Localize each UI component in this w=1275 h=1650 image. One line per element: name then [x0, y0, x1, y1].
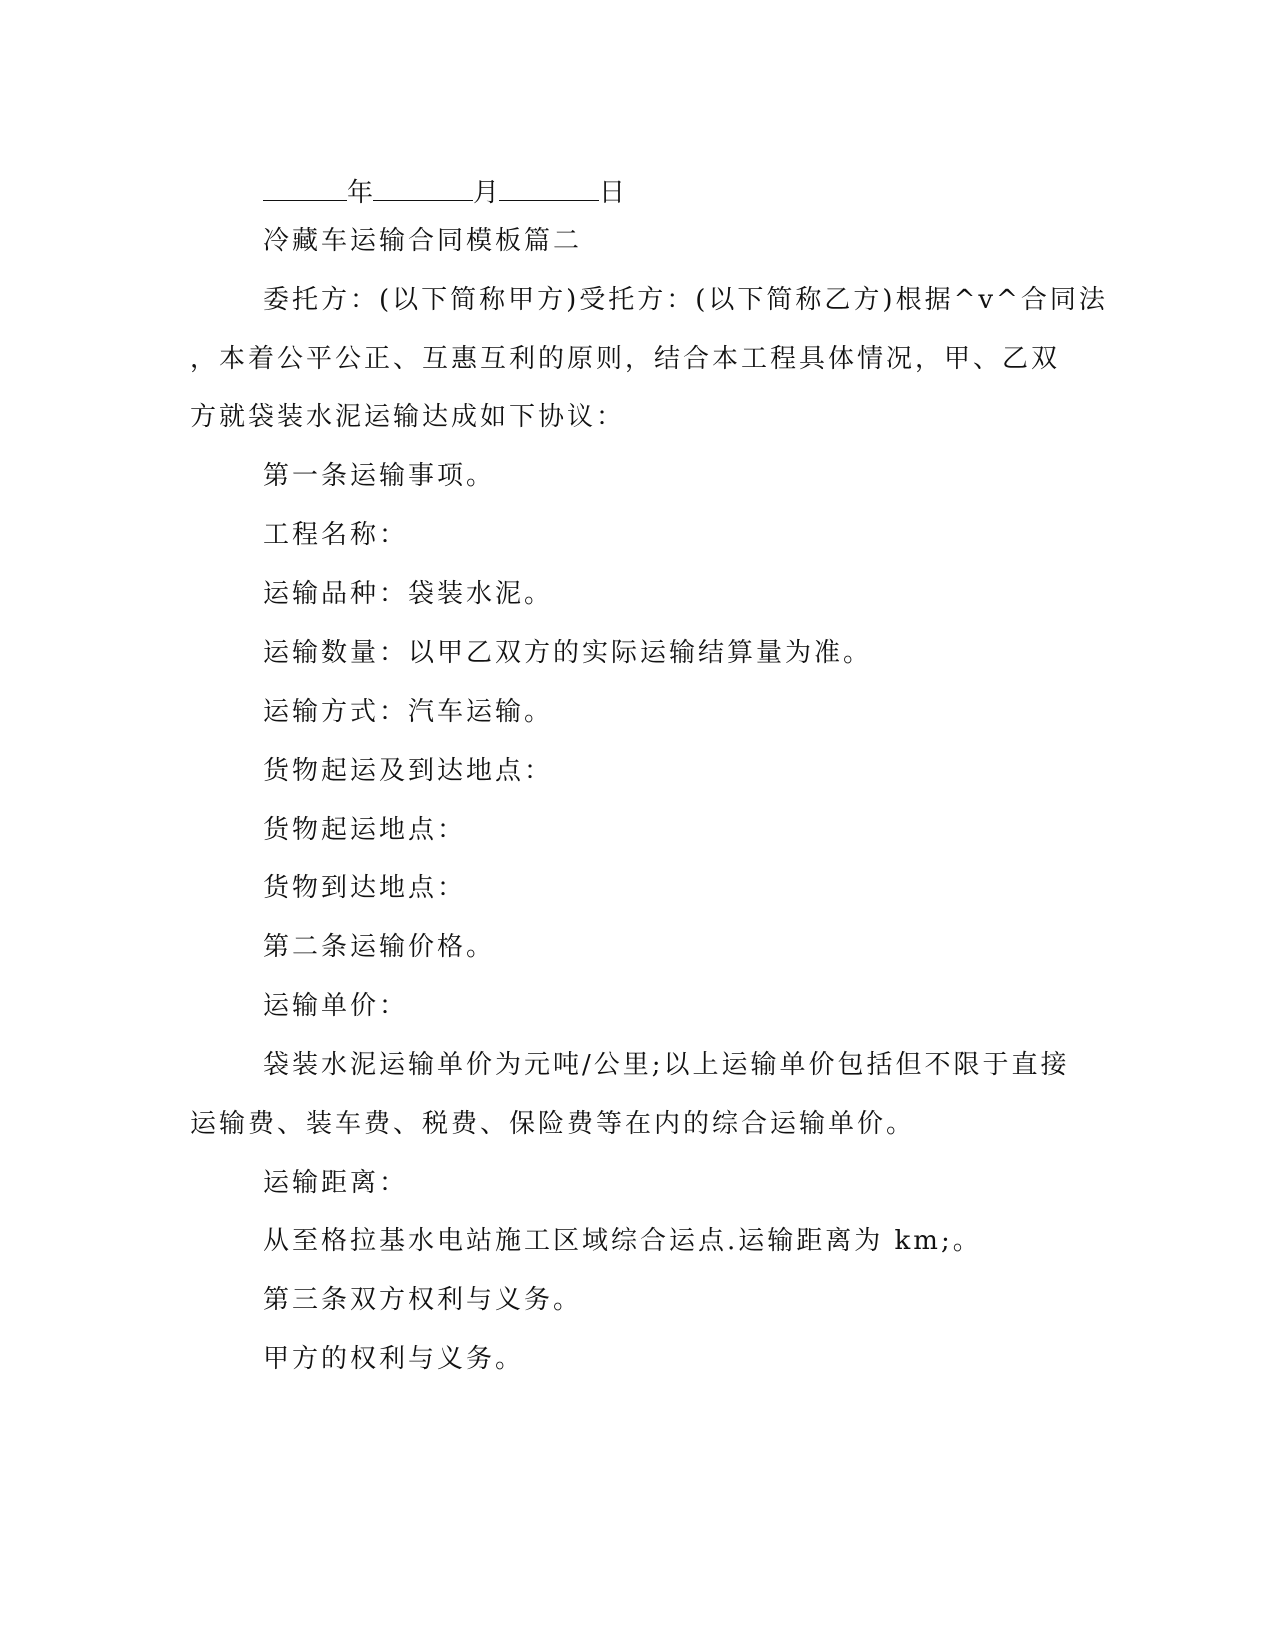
section-title: 冷藏车运输合同模板篇二 [263, 226, 583, 256]
year-blank [263, 172, 347, 201]
paragraph-line: 运输品种：袋装水泥。 [263, 579, 554, 609]
paragraph-line: ，本着公平公正、互惠互利的原则，结合本工程具体情况，甲、乙双 [190, 344, 1061, 374]
paragraph-line: 货物起运地点： [263, 815, 467, 845]
paragraph-line: 从至格拉基水电站施工区域综合运点.运输距离为 km;。 [263, 1226, 982, 1256]
paragraph-line: 运输方式：汽车运输。 [263, 697, 554, 727]
article-heading: 第一条运输事项。 [263, 461, 496, 491]
paragraph-line: 运输费、装车费、税费、保险费等在内的综合运输单价。 [190, 1109, 916, 1139]
paragraph-line: 运输单价： [263, 991, 409, 1021]
paragraph-line: 货物起运及到达地点： [263, 756, 554, 786]
article-heading: 第三条双方权利与义务。 [263, 1285, 583, 1315]
year-label: 年 [347, 178, 374, 208]
month-blank [373, 172, 473, 201]
day-label: 日 [599, 178, 626, 208]
paragraph-line: 货物到达地点： [263, 873, 467, 903]
paragraph-line: 甲方的权利与义务。 [263, 1344, 525, 1374]
month-label: 月 [473, 178, 500, 208]
paragraph-line: 运输数量：以甲乙双方的实际运输结算量为准。 [263, 638, 873, 668]
date-line [263, 172, 625, 210]
paragraph-line: 方就袋装水泥运输达成如下协议： [190, 402, 626, 432]
day-blank [499, 172, 599, 201]
paragraph-line: 运输距离： [263, 1168, 409, 1198]
paragraph-line: 委托方：(以下简称甲方)受托方：(以下简称乙方)根据^v^合同法 [263, 285, 1108, 315]
paragraph-line: 工程名称： [263, 520, 409, 550]
paragraph-line: 袋装水泥运输单价为元吨/公里;以上运输单价包括但不限于直接 [263, 1050, 1070, 1080]
article-heading: 第二条运输价格。 [263, 932, 496, 962]
